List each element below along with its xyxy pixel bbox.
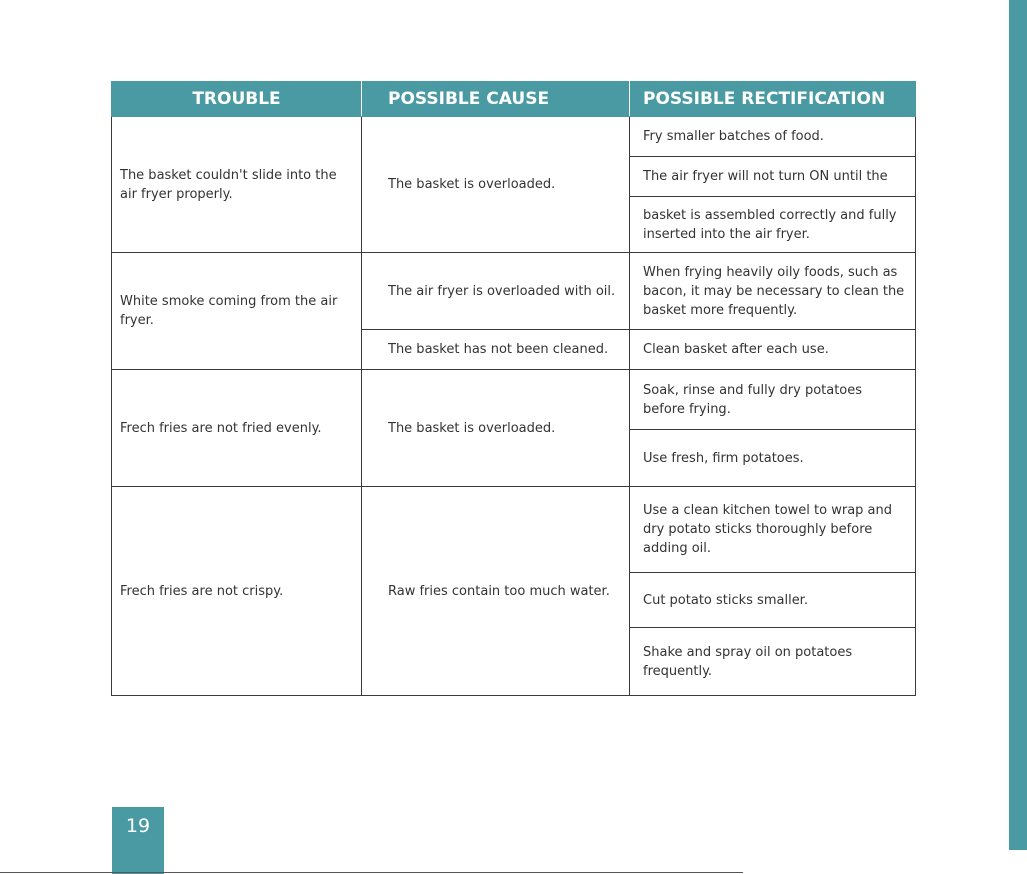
rectification-cell: The air fryer will not turn ON until the — [630, 157, 916, 197]
rectification-cell: basket is assembled correctly and fully inserted into the air fryer. — [630, 197, 916, 253]
rectification-cell: Fry smaller batches of food. — [630, 117, 916, 157]
table-row — [112, 117, 916, 157]
rectification-cell: Clean basket after each use. — [630, 330, 916, 370]
trouble-cell: Frech fries are not crispy. — [112, 487, 362, 696]
cause-cell: Raw fries contain too much water. — [362, 487, 630, 696]
rectification-cell: Cut potato sticks smaller. — [630, 573, 916, 628]
cause-cell: The basket is overloaded. — [362, 370, 630, 487]
cause-cell: The air fryer is overloaded with oil. — [362, 253, 630, 330]
header-rectification: POSSIBLE RECTIFICATION — [630, 82, 916, 117]
table-row — [112, 370, 916, 430]
rectification-cell: When frying heavily oily foods, such as bacon, it may be necessary to clean the basket more frequently. — [630, 253, 916, 330]
side-accent-bar — [1009, 0, 1027, 850]
cause-cell: The basket is overloaded. — [362, 117, 630, 253]
rectification-cell: Shake and spray oil on potatoes frequently. — [630, 628, 916, 696]
page-number: 19 — [112, 807, 164, 874]
header-cause: POSSIBLE CAUSE — [362, 82, 630, 117]
rectification-cell: Use fresh, firm potatoes. — [630, 430, 916, 487]
header-trouble: TROUBLE — [112, 82, 362, 117]
cause-cell: The basket has not been cleaned. — [362, 330, 630, 370]
table-header-row — [112, 82, 916, 117]
table-row — [112, 487, 916, 573]
table-row — [112, 253, 916, 330]
trouble-cell: White smoke coming from the air fryer. — [112, 253, 362, 370]
bottom-divider — [0, 872, 743, 873]
trouble-cell: Frech fries are not fried evenly. — [112, 370, 362, 487]
trouble-cell: The basket couldn't slide into the air fryer properly. — [112, 117, 362, 253]
troubleshooting-table — [111, 81, 916, 696]
rectification-cell: Use a clean kitchen towel to wrap and dry potato sticks thoroughly before adding oil. — [630, 487, 916, 573]
rectification-cell: Soak, rinse and fully dry potatoes before frying. — [630, 370, 916, 430]
